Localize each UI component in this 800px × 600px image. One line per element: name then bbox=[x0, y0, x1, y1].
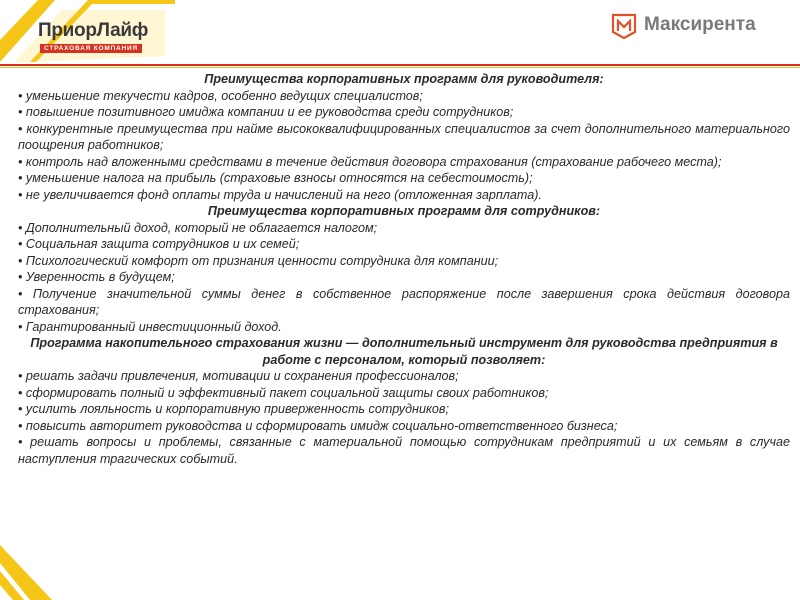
list-item: • Уверенность в будущем; bbox=[18, 270, 175, 284]
list-item: • Гарантированный инвестиционный доход. bbox=[18, 319, 282, 334]
document-body bbox=[18, 71, 790, 467]
list-item: • Социальная защита сотрудников и их семей; bbox=[18, 237, 300, 251]
list-item: • контроль над вложенными средствами в течение действия договора страхования (страхование рабочего места); bbox=[18, 154, 722, 169]
partner-name: Максирента bbox=[644, 14, 756, 35]
maxirenta-logo bbox=[610, 10, 780, 42]
list-item: • повышение позитивного имиджа компании и ее руководства среди сотрудников; bbox=[18, 105, 514, 119]
list-item: • Дополнительный доход, который не облагается налогом; bbox=[18, 220, 378, 235]
prioritylife-logo bbox=[0, 0, 175, 62]
header-divider bbox=[0, 64, 800, 66]
list-item: • повысить авторитет руководства и сформировать имидж социально-ответственного бизнеса; bbox=[18, 418, 618, 433]
list-item: • уменьшение текучести кадров, особенно ведущих специалистов; bbox=[18, 88, 423, 103]
company-name: ПриорЛайф bbox=[38, 20, 149, 41]
list-item: • решать задачи привлечения, мотивации и сохранения профессионалов; bbox=[18, 369, 459, 383]
company-tagline: СТРАХОВАЯ КОМПАНИЯ bbox=[40, 44, 142, 53]
section-program-capabilities bbox=[18, 335, 790, 467]
section-title: Преимущества корпоративных программ для сотрудников: bbox=[207, 204, 601, 218]
section-title: Преимущества корпоративных программ для руководителя: bbox=[204, 72, 604, 86]
list-item: • Получение значительной суммы денег в собственное распоряжение после завершения срока действия договора страхования; bbox=[18, 286, 790, 317]
corner-stripes-icon bbox=[0, 545, 70, 600]
list-item: • усилить лояльность и корпоративную приверженность сотрудников; bbox=[18, 402, 450, 416]
section-title: Программа накопительного страхования жизни — дополнительный инструмент для руководства предприятия в работе с персоналом, который позволяет: bbox=[30, 336, 778, 367]
maxirenta-emblem-icon bbox=[610, 12, 638, 40]
section-employee-benefits bbox=[18, 203, 790, 335]
list-item: • решать вопросы и проблемы, связанные с материальной помощью сотрудникам предприятий и их семьям в случае наступления трагических событий. bbox=[18, 435, 790, 466]
list-item: • уменьшение налога на прибыль (страховые взносы относятся на себестоимость); bbox=[18, 171, 533, 185]
list-item: • конкурентные преимущества при найме высококвалифицированных специалистов за счет дополнительного материального поощрения работников; bbox=[18, 121, 790, 152]
list-item: • не увеличивается фонд оплаты труда и начислений на него (отложенная зарплата). bbox=[18, 187, 542, 202]
header-divider-accent bbox=[0, 67, 800, 68]
section-manager-benefits bbox=[18, 71, 790, 203]
list-item: • сформировать полный и эффективный пакет социальной защиты своих работников; bbox=[18, 385, 549, 400]
list-item: • Психологический комфорт от признания ценности сотрудника для компании; bbox=[18, 253, 499, 268]
